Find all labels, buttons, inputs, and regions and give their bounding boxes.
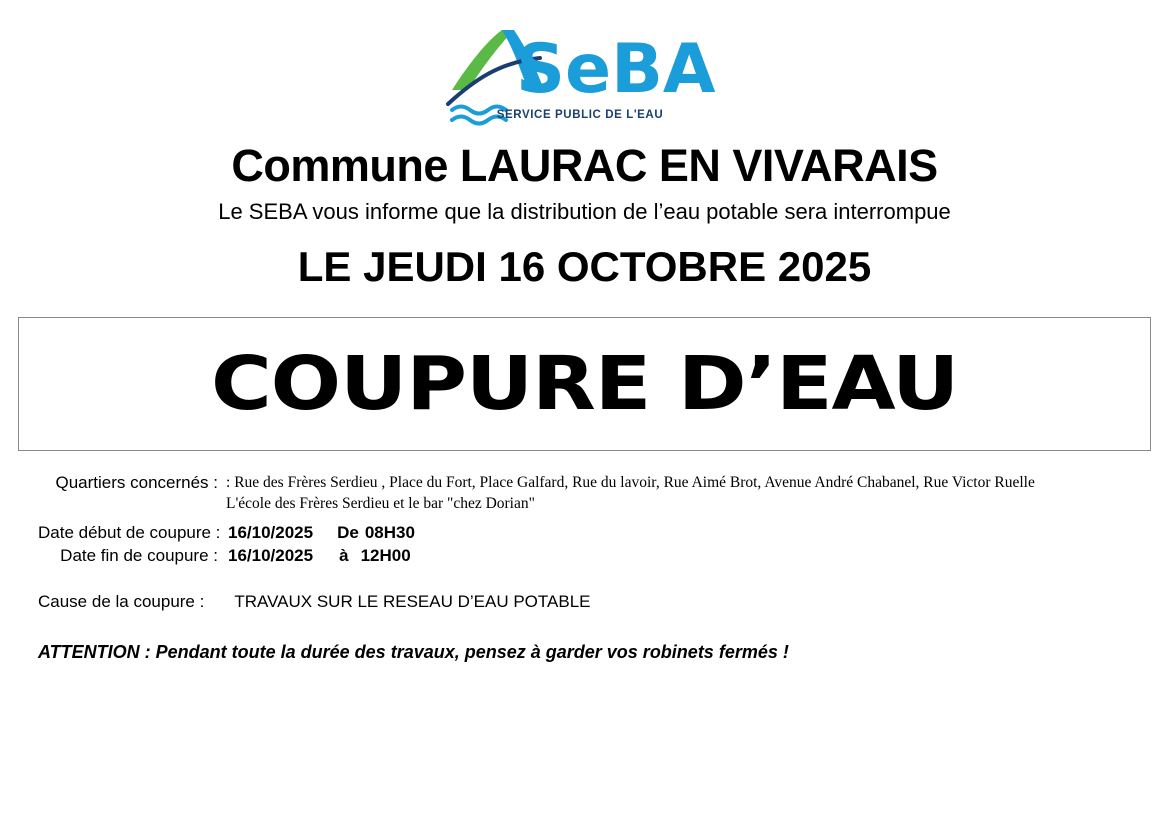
page-title: Commune LAURAC EN VIVARAIS — [231, 140, 938, 191]
logo-tagline-text: SERVICE PUBLIC DE L'EAU — [496, 109, 663, 121]
debut-time-prefix: De — [337, 523, 359, 543]
fin-date: 16/10/2025 — [228, 546, 314, 566]
quartiers-row — [38, 473, 1169, 515]
quartiers-colon: : — [226, 474, 231, 492]
quartiers-line-2: L'école des Frères Serdieu et le bar "chez Dorian" — [226, 495, 535, 513]
logo-brand-text: SeBA — [515, 30, 716, 109]
debut-date: 16/10/2025 — [228, 523, 314, 543]
seba-logo-graphic — [440, 18, 730, 130]
quartiers-value — [226, 473, 1035, 515]
fin-time-prefix: à — [339, 546, 349, 566]
debut-label: Date début de coupure : — [38, 523, 221, 543]
coupure-banner-text: COUPURE D’EAU — [210, 341, 959, 428]
page-subtitle: Le SEBA vous informe que la distribution de l’eau potable sera interrompue — [218, 199, 951, 225]
debut-time: 08H30 — [364, 523, 415, 543]
fin-time: 12H00 — [360, 546, 411, 566]
cause-label: Cause de la coupure : — [38, 592, 205, 612]
seba-logo — [440, 18, 730, 128]
quartiers-line-1: Rue des Frères Serdieu , Place du Fort, Place Galfard, Rue du lavoir, Rue Aimé Brot, Avenue André Chabanel, Rue Victor Ruelle — [234, 474, 1035, 492]
interruption-date-heading: LE JEUDI 16 OCTOBRE 2025 — [297, 243, 872, 291]
quartiers-line-1-wrap — [226, 473, 1035, 494]
fin-label: Date fin de coupure : — [60, 546, 218, 566]
attention-notice: ATTENTION : Pendant toute la durée des travaux, pensez à garder vos robinets fermés ! — [38, 642, 789, 663]
debut-row — [38, 523, 1169, 543]
quartiers-label: Quartiers concernés : — [55, 473, 218, 493]
fin-row — [38, 546, 1169, 566]
cause-value: TRAVAUX SUR LE RESEAU D’EAU POTABLE — [234, 592, 591, 612]
coupure-banner — [18, 317, 1151, 451]
cause-row — [38, 592, 1169, 612]
logo-header — [0, 0, 1169, 128]
details-section — [0, 473, 1169, 663]
